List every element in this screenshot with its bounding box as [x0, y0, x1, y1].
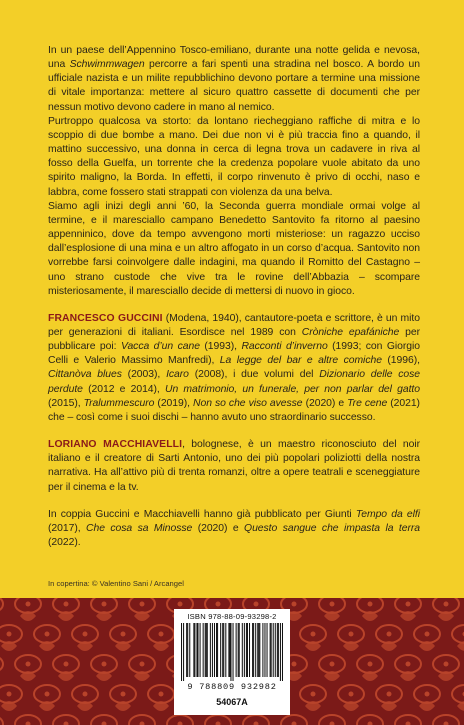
barcode-bar: [196, 623, 197, 677]
barcode-bar: [183, 623, 184, 681]
barcode-bar: [193, 623, 194, 677]
barcode-bar: [229, 623, 230, 677]
barcode-bar: [220, 623, 221, 677]
barcode-bar: [257, 623, 258, 677]
barcode-bar: [222, 623, 223, 677]
barcode-bar: [258, 623, 259, 677]
barcode-bars: [181, 623, 283, 681]
pattern-motif: [110, 625, 136, 651]
pattern-motif: [91, 598, 117, 621]
pattern-motif: [148, 685, 174, 711]
pattern-motif: [243, 715, 269, 725]
pattern-motif: [414, 685, 440, 711]
barcode-bar: [230, 623, 231, 681]
barcode-bar: [197, 623, 198, 677]
barcode-bar: [236, 623, 237, 677]
pattern-motif: [319, 715, 345, 725]
barcode-bar: [244, 623, 245, 677]
pattern-motif: [0, 685, 22, 711]
pattern-motif: [300, 685, 326, 711]
barcode-bar: [255, 623, 256, 677]
pattern-motif: [34, 685, 60, 711]
pattern-motif: [15, 655, 41, 681]
pattern-motif: [433, 655, 459, 681]
pattern-motif: [452, 685, 464, 711]
pattern-motif: [357, 715, 383, 725]
barcode-bar: [242, 623, 243, 677]
pattern-motif: [357, 655, 383, 681]
barcode-bar: [233, 623, 234, 681]
barcode-bar: [206, 623, 207, 677]
pattern-motif: [357, 598, 383, 621]
barcode-bar: [181, 623, 182, 681]
author-name-guccini: FRANCESCO GUCCINI: [48, 312, 163, 324]
barcode-bar: [247, 623, 248, 677]
barcode-bar: [187, 623, 188, 677]
barcode-bar: [271, 623, 272, 677]
pattern-motif: [395, 655, 421, 681]
barcode-bar: [253, 623, 254, 677]
pattern-motif: [110, 685, 136, 711]
pattern-motif: [53, 715, 79, 725]
pattern-motif: [15, 715, 41, 725]
pattern-motif: [15, 598, 41, 621]
pattern-motif: [129, 598, 155, 621]
barcode-bar: [249, 623, 250, 677]
pattern-motif: [319, 655, 345, 681]
barcode-bar: [217, 623, 218, 677]
barcode-digits: 9 788809 932982: [187, 682, 277, 692]
pattern-motif: [129, 655, 155, 681]
barcode-bar: [280, 623, 281, 681]
back-cover-text: [48, 44, 420, 550]
barcode-bar: [252, 623, 253, 677]
barcode-bar: [278, 623, 279, 677]
pattern-motif: [376, 625, 402, 651]
pattern-motif: [0, 715, 3, 725]
barcode-bar: [203, 623, 204, 677]
isbn-label: ISBN 978-88-09-93298-2: [187, 612, 277, 621]
pattern-motif: [281, 715, 307, 725]
pattern-motif: [0, 655, 3, 681]
synopsis-paragraph-3: Siamo agli inizi degli anni ’60, la Seconda guerra mondiale ormai volge al termine, e il maresciallo campano Benedetto Santovito fa ritorno al paesino appenninico, dove da tempo avvengono morti misteriose: un ragazzo ucciso dall’esplosione di una mina e un altro affogato in un corso d’acqua. Santovito non vorrebbe farsi coinvolgere dalle indagini, ma quando il Romitto del Castagno – uno strano custode che vive tra le rovine dell’Abbazia – scompare misteriosamente, il maresciallo decide di mettersi di nuovo in gioco.: [48, 200, 420, 297]
synopsis-paragraph-1: In un paese dell’Appennino Tosco-emiliano, durante una notte gelida e nevosa, una Schwimmwagen percorre a fari spenti una stradina nel bosco. A bordo un ufficiale nazista e un milite repubblichino devono portare a termine una missione di vitale importanza: mettere al sicuro quattro cassette di documenti che per nessun motivo devono cadere in mano al nemico.: [48, 45, 420, 113]
barcode-bar: [270, 623, 271, 677]
barcode-bar: [246, 623, 247, 677]
pattern-motif: [319, 598, 345, 621]
pattern-motif: [53, 598, 79, 621]
barcode-bar: [259, 623, 260, 677]
pattern-motif: [72, 625, 98, 651]
barcode-bar: [277, 623, 278, 677]
barcode-bar: [275, 623, 276, 677]
pattern-motif: [0, 625, 22, 651]
pattern-motif: [72, 685, 98, 711]
barcode-bar: [212, 623, 213, 677]
spacer: [48, 495, 420, 508]
barcode-bar: [239, 623, 240, 677]
barcode-bar: [205, 623, 206, 677]
barcode-bar: [189, 623, 190, 677]
cover-credit: In copertina: © Valentino Sani / Arcangel: [48, 579, 184, 588]
barcode-bar: [225, 623, 226, 677]
guccini-bio: FRANCESCO GUCCINI (Modena, 1940), cantautore-poeta e scrittore, è un mito per generazioni di italiani. Esordisce nel 1989 con Cròniche epafániche per pubblicare poi: Vacca d’un cane (1993), Racconti d’inverno (1993; con Giorgio Celli e Valerio Massimo Manfredi), La legge del bar e altre comiche (1996), Cittanòva blues (2003), Icaro (2008), i due volumi del Dizionario delle cose perdute (2012 e 2014), Un matrimonio, un funerale, per non parlar del gatto (2015), Tralummescuro (2019), Non so che viso avesse (2020) e Tre cene (2021) che – così come i suoi dischi – hanno avuto uno straordinario successo.: [48, 312, 421, 423]
pattern-motif: [53, 655, 79, 681]
author-name-macchiavelli: LORIANO MACCHIAVELLI: [48, 439, 183, 451]
barcode-bar: [282, 623, 283, 681]
barcode-bar: [273, 623, 274, 677]
barcode-bar: [214, 623, 215, 677]
synopsis-paragraph-2: Purtroppo qualcosa va storto: da lontano riecheggiano raffiche di mitra e lo scoppio di due bombe a mano. Dei due non vi è più traccia fino a quando, il mattino successivo, una donna in cerca di legna trova un cadavere in riva al fosso della Guelfa, un torrente che la credenza popolare vuole abitato da uno spirito maligno, la Borda. In effetti, il corpo rinvenuto è privo di occhi, naso e labbra, come fossero stati strappati con violenza da una belva.: [48, 115, 420, 198]
barcode-panel: [174, 609, 290, 715]
barcode-bar: [223, 623, 224, 677]
pattern-motif: [129, 715, 155, 725]
spacer: [48, 425, 420, 438]
pattern-motif: [167, 715, 193, 725]
pattern-motif: [91, 715, 117, 725]
pattern-motif: [414, 625, 440, 651]
pattern-motif: [452, 625, 464, 651]
barcode-bar: [194, 623, 195, 677]
pattern-motif: [433, 715, 459, 725]
barcode-bar: [186, 623, 187, 677]
product-code: 54067A: [216, 697, 248, 707]
spacer: [48, 299, 420, 312]
barcode-bar: [228, 623, 229, 677]
barcode-bar: [200, 623, 201, 677]
pattern-motif: [34, 625, 60, 651]
barcode-bar: [264, 623, 265, 677]
barcode-bar: [262, 623, 263, 677]
joint-works: In coppia Guccini e Macchiavelli hanno già pubblicato per Giunti Tempo da elfi (2017), Che cosa sa Minosse (2020) e Questo sangue che impasta la terra (2022).: [48, 508, 420, 548]
barcode-bar: [207, 623, 208, 677]
pattern-motif: [300, 625, 326, 651]
pattern-motif: [205, 715, 231, 725]
pattern-motif: [395, 598, 421, 621]
barcode-bar: [238, 623, 239, 677]
pattern-motif: [338, 685, 364, 711]
pattern-motif: [376, 685, 402, 711]
barcode-bar: [210, 623, 211, 677]
pattern-motif: [338, 625, 364, 651]
barcode-bar: [216, 623, 217, 677]
pattern-motif: [433, 598, 459, 621]
pattern-motif: [91, 655, 117, 681]
pattern-motif: [395, 715, 421, 725]
barcode-bar: [267, 623, 268, 677]
macchiavelli-bio: LORIANO MACCHIAVELLI, bolognese, è un maestro riconosciuto del noir italiano e il creatore di Sarti Antonio, uno dei più popolari poliziotti della nostra narrativa. Ha all’attivo più di trenta romanzi, oltre a opere teatrali e sceneggiature per il cinema e la tv.: [48, 439, 420, 493]
pattern-motif: [148, 625, 174, 651]
pattern-motif: [0, 598, 3, 621]
